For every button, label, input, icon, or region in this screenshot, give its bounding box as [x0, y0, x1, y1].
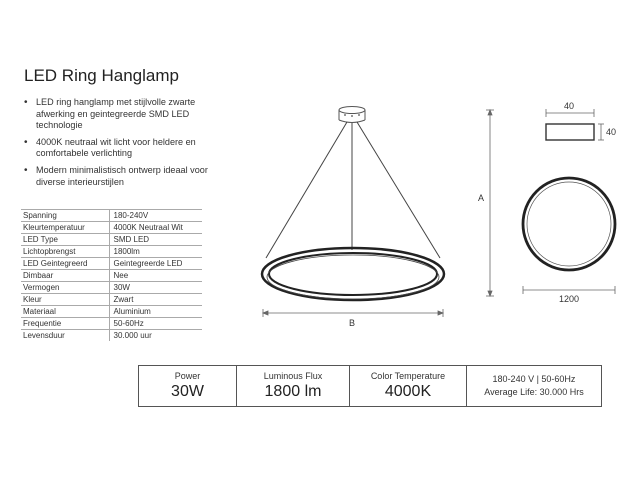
height-label: A: [478, 193, 485, 203]
table-row: Kleurtemperatuur 4000K Neutraal Wit: [21, 222, 202, 234]
table-row: Dimbaar Nee: [21, 270, 202, 282]
product-title: LED Ring Hanglamp: [24, 66, 179, 85]
profile-height-label: 40: [606, 127, 617, 137]
width-dimension-line: [263, 309, 443, 317]
height-dimension-line: [486, 110, 494, 296]
profile-width-label: 40: [564, 101, 575, 111]
flux-cell: [237, 366, 350, 406]
table-row: Materiaal Aluminium: [21, 306, 202, 318]
table-row: Lichtopbrengst 1800lm: [21, 246, 202, 258]
table-row: LED Geintegreerd Geintegreerde LED: [21, 258, 202, 270]
summary-bar: [138, 365, 602, 407]
ring-lamp-top-view: [523, 178, 615, 270]
table-row: LED Type SMD LED: [21, 234, 202, 246]
flux-label: Luminous Flux: [263, 371, 323, 381]
diameter-dimension-line: [523, 286, 615, 294]
average-life: Average Life: 30.000 Hrs: [484, 387, 584, 397]
power-cell: [139, 366, 237, 406]
diameter-label: 1200: [559, 294, 580, 304]
table-row: Vermogen 30W: [21, 282, 202, 294]
table-row: Frequentie 50-60Hz: [21, 318, 202, 330]
profile-cross-section: [546, 109, 604, 140]
flux-value: 1800 lm: [264, 383, 322, 400]
width-label: B: [349, 318, 356, 328]
power-label: Power: [174, 371, 201, 381]
table-row: Spanning 180-240V: [21, 210, 202, 222]
feature-item: • Modern minimalistisch ontwerp ideaal voor diverse interieurstijlen: [24, 165, 224, 188]
table-row: Levensduur 30.000 uur: [21, 330, 202, 342]
temperature-value: 4000K: [384, 383, 432, 400]
temperature-cell: [350, 366, 467, 406]
table-row: Kleur Zwart: [21, 294, 202, 306]
voltage-frequency: 180-240 V | 50-60Hz: [492, 374, 576, 384]
ring-lamp-side-view: [262, 248, 444, 300]
temperature-label: Color Temperature: [370, 371, 446, 381]
suspension-cables: [266, 122, 440, 258]
electrical-cell: [467, 366, 601, 406]
feature-item: • 4000K neutraal wit licht voor heldere en comfortabele verlichting: [24, 137, 224, 160]
power-value: 30W: [171, 383, 204, 400]
ceiling-canopy: [339, 107, 365, 123]
feature-item: • LED ring hanglamp met stijlvolle zwarte afwerking en geintegreerde SMD LED technologie: [24, 97, 224, 132]
